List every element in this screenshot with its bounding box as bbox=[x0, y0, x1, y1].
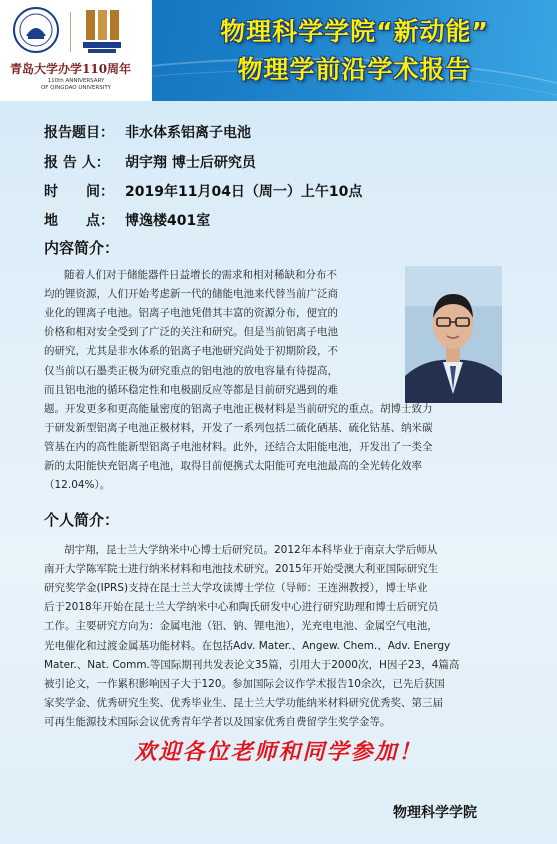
header-banner bbox=[0, 0, 557, 101]
welcome-message: 欢迎各位老师和同学参加！ bbox=[134, 739, 423, 765]
organizer-name: 物理科学学院 bbox=[393, 805, 477, 821]
university-logo bbox=[0, 0, 152, 101]
place-label: 地 点： bbox=[44, 213, 114, 229]
content-line: 管基在内的高性能新型铝离子电池材料。此外，还结合太阳能电池，开发出了一类全 bbox=[44, 441, 433, 453]
info-topic bbox=[44, 122, 251, 142]
logo-chinese-text: 青岛大学办学110周年 bbox=[10, 62, 132, 76]
content-line: 新的太阳能快充铝离子电池，取得目前便携式太阳能可充电池最高的全光转化效率 bbox=[44, 460, 422, 472]
university-seal-icon bbox=[12, 6, 60, 54]
content-line: （12.04%）。 bbox=[44, 479, 111, 491]
content-line: 仅当前以石墨类正极为研究重点的铝电池的放电容量有待提高， bbox=[44, 365, 338, 377]
speaker-portrait-icon bbox=[405, 266, 502, 403]
bio-heading: 个人简介： bbox=[44, 511, 120, 529]
content-line: 随着人们对于储能器件日益增长的需求和相对稀缺和分布不 bbox=[64, 269, 337, 281]
content-line: 均的锂资源，人们开始考虑新一代的储能电池来代替当前广泛商 bbox=[44, 288, 338, 300]
content-heading: 内容简介： bbox=[44, 239, 120, 257]
time-value: 2019年11月04日（周一）上午10点 bbox=[125, 184, 363, 200]
bio-line: Mater.、Nat. Comm.等国际期刊共发表论文35篇，引用大于2000次，H因子23，4篇高 bbox=[44, 659, 460, 671]
info-place bbox=[44, 210, 210, 230]
place-value: 博逸楼401室 bbox=[125, 213, 211, 229]
speaker-label: 报 告 人： bbox=[44, 155, 110, 171]
info-time bbox=[44, 181, 362, 201]
topic-label: 报告题目： bbox=[44, 125, 114, 141]
speaker-value: 胡宇翔 博士后研究员 bbox=[125, 155, 256, 171]
info-speaker bbox=[44, 152, 256, 172]
bio-line: 被引论文，一作累积影响因子大于120。参加国际会议作学术报告10余次，已先后获国 bbox=[44, 678, 445, 690]
time-label: 时 间： bbox=[44, 184, 114, 200]
content-line: 题。开发更多和更高能量密度的铝离子电池正极材料是当前研究的重点。胡博士致力 bbox=[44, 403, 433, 415]
bio-line: 家奖学金、优秀研究生奖、优秀毕业生、昆士兰大学功能纳米材料研究优秀奖、第三届 bbox=[44, 697, 443, 709]
page-title-line-1: 物理科学学院“新动能” bbox=[220, 17, 489, 46]
page-title-line-2: 物理学前沿学术报告 bbox=[237, 55, 472, 84]
bio-line: 工作。主要研究方向为：金属电池（铝、钠、锂电池），光充电电池、金属空气电池， bbox=[44, 620, 438, 632]
logo-english-text: 110th ANNIVERSARY OF QINGDAO UNIVERSITY bbox=[40, 78, 112, 91]
content-line: 的研究，尤其是非水体系的铝离子电池研究尚处于初期阶段，不 bbox=[44, 345, 338, 357]
content-line: 价格和相对安全受到了广泛的关注和研究。但是当前铝离子电池 bbox=[44, 326, 338, 338]
logo-divider bbox=[70, 12, 71, 52]
bio-line: 研究奖学金(IPRS)支持在昆士兰大学攻读博士学位（导师：王连洲教授），博士毕业 bbox=[44, 582, 428, 594]
bio-line: 后于2018年开始在昆士兰大学纳米中心和陶氏研发中心进行研究助理和博士后研究员 bbox=[44, 601, 439, 613]
bio-line: 光电催化和过渡金属基功能材料。在包括Adv. Mater.、Angew. Chem.、Adv. Energy bbox=[44, 640, 451, 652]
bio-line: 南开大学陈军院士进行纳米材料和电池技术研究。2015年开始受澳大利亚国际研究生 bbox=[44, 563, 439, 575]
anniversary-monument-icon bbox=[80, 8, 124, 54]
bio-line: 可再生能源技术国际会议优秀青年学者以及国家优秀自费留学生奖学金等。 bbox=[44, 716, 391, 728]
speaker-photo bbox=[405, 266, 502, 403]
content-line: 业化的锂离子电池。铝离子电池凭借其丰富的资源分布，便宜的 bbox=[44, 307, 338, 319]
topic-value: 非水体系铝离子电池 bbox=[125, 125, 251, 141]
bio-line: 胡宇翔，昆士兰大学纳米中心博士后研究员。2012年本科毕业于南京大学后师从 bbox=[64, 544, 438, 556]
content-line: 而且铝电池的循环稳定性和电极副反应等都是目前研究遇到的难 bbox=[44, 384, 338, 396]
content-line: 于研发新型铝离子电池正极材料，开发了一系列包括二硫化硒基、硫化钴基、纳米碳 bbox=[44, 422, 433, 434]
